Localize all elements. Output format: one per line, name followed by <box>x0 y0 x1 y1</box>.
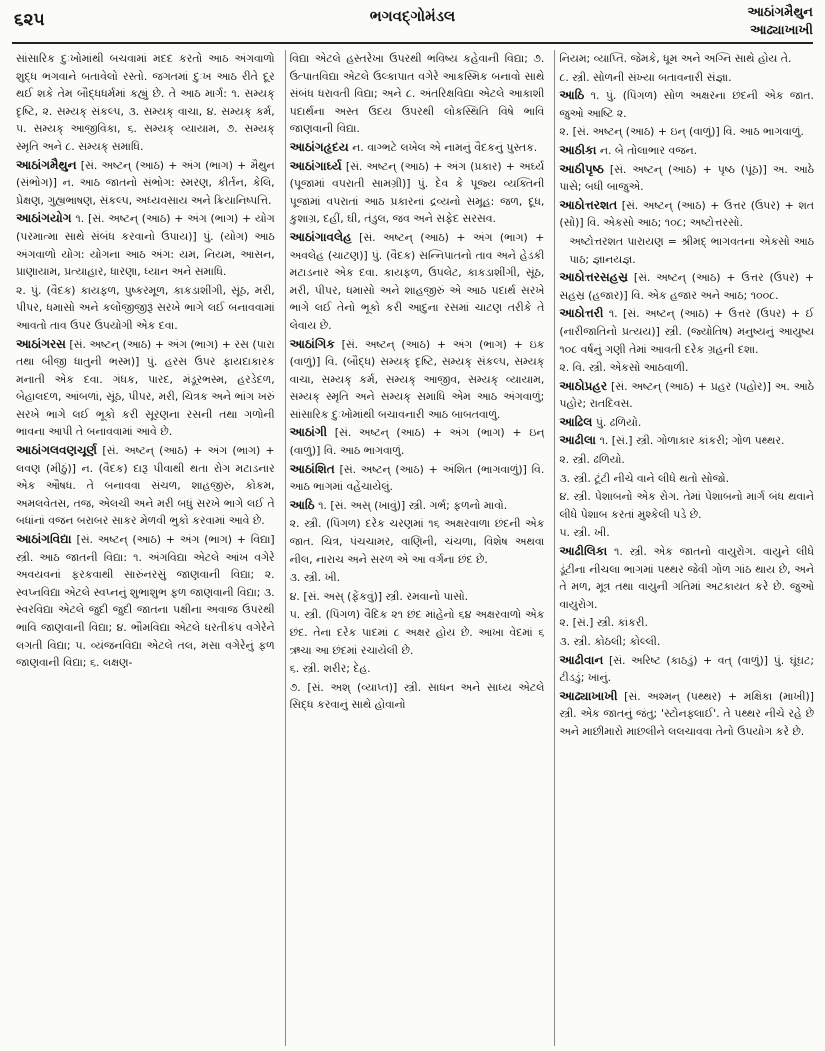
entry-text: ૭. [સં. અશ્ (વ્યાપ્ત)] સ્ત્રી. સાધન અને સાધ્ય એટલે સિદ્ધ કરવાનું સાથે હોવાનો <box>289 680 545 712</box>
dictionary-entry <box>559 524 814 542</box>
entry-text: [સં. અષ્ટન્ (આઠ) + અંગ (ભાગ) + ઇન્ (વાળું)] વિ. આઠ ભાગવાળું. <box>289 426 545 458</box>
entry-headword: આઠાંગી <box>289 425 328 440</box>
entry-headword: આઠોત્તરસહસ્ર <box>559 270 628 285</box>
entry-text: [સં. અષ્ટન્ (આઠ) + અંગ (ભાગ) + રસ (પારા તથા બીજી ધાતુની ભસ્મ)] પું. હરસ ઉપર ફાયદાકારક મનાતી એક દવા. ગંધક, પારદ, મંડૂરભસ્મ, હરડેદળ, બેહાલદળ, આંબળાં, સૂંઠ, પીપર, મરી, ચિત્રક અને ભાંગ ખરું સરખે ભાગે લઈ ભૂકો કરી સૂરણના રસની તથા ગળોની ભાવના આપી તે બનાવવામાં આવે છે. <box>16 337 275 439</box>
entry-headword: આઠાંશિત <box>289 461 335 476</box>
column-3 <box>554 50 814 1046</box>
entry-text: [સં. અષ્ટન્ (આઠ) + ઉત્તર (ઉપર) + શત (સો)] વિ. એકસો આઠ; ૧૦૮; અષ્ટોત્તરસો. <box>559 198 814 230</box>
text-columns <box>16 50 814 1046</box>
entry-headword: આઠીપૃષ્ઠ <box>559 161 604 176</box>
entry-text: ૧. [સં. અષ્ટન્ (આઠ) + ઉત્તર (ઉપર) + ઈ (નારીજાતિનો પ્રત્યય)] સ્ત્રી. (જ્યોતિષ) મનુષ્યનું આયુષ્ય ૧૦૮ વર્ષનું ગણી તેમાં આવતી દરેક ગ્રહની દશા. <box>559 307 814 356</box>
entry-text: ન. બે તોલાભાર વજન. <box>599 143 698 157</box>
entry-text: [સં. અષ્ટન્ (આઠ) + અંગ (ભાગ) + વિદ્યા] સ્ત્રી. આઠ જાતની વિદ્યા: ૧. અંગવિદ્યા એટલે આંખ વગેરે અવયવનાં ફરકવાથી સારુંનરસું જાણવાની વિદ્યા; ૨. સ્વપ્નવિદ્યા એટલે સ્વપ્નનું શુભાશુભ ફળ જાણવાની વિદ્યા; ૩. સ્વરવિદ્યા એટલે જુદી જુદી જાતના પક્ષીના અવાજ ઉપરથી ભાવિ જાણવાની વિદ્યા; ૪. ભૌમવિદ્યા એટલે ધરતીકંપ વગેરેને લગતી વિદ્યા; ૫. વ્યંજનવિદ્યા એટલે તલ, મસા વગેરેનું ફળ જાણવાની વિદ્યા; ૬. લક્ષણ- <box>16 533 275 670</box>
dictionary-entry <box>16 157 275 210</box>
dictionary-entry <box>16 50 275 156</box>
entry-text: સાંસારિક દુઃખોમાંથી બચવામાં મદદ કરતો આઠ અંગવાળો શુદ્ધ ભગવાને બતાવેલો રસ્તો. જગતમાં દુઃખ આઠ રીતે દૂર થઈ શકે તેમ બૌદ્ધધર્મમાં કહ્યું છે. તે આઠ માર્ગ: ૧. સમ્યક્ દૃષ્ટિ, ૨. સમ્યક્ સંકલ્પ, ૩. સમ્યક્ વાચા, ૪. સમ્યક્ કર્મ, ૫. સમ્યક્ આજીવિકા, ૬. સમ્યક્ વ્યાયામ, ૭. સમ્યક્ સ્મૃતિ અને ૮. સમ્યક્ સમાધિ. <box>16 52 275 153</box>
dictionary-entry <box>559 652 814 687</box>
entry-headword: આઢિલ <box>559 414 593 429</box>
entry-text: પું. ઢળિયો. <box>595 415 642 429</box>
dictionary-entry <box>559 488 814 523</box>
entry-headword: આઠોત્તરશત <box>559 197 618 212</box>
entry-headword: આઢીલિકા <box>559 544 608 559</box>
entry-headword: આઢીવાન <box>559 652 604 667</box>
dictionary-entry <box>559 305 814 358</box>
dictionary-entry <box>559 614 814 632</box>
entry-headword: આઠાંગાર્ઘ્ય <box>289 158 342 173</box>
dictionary-entry <box>559 432 814 450</box>
entry-text: ૬. સ્ત્રી. શરીર; દેહ. <box>289 662 371 676</box>
dictionary-entry <box>559 688 814 741</box>
entry-text: [સં. અષ્ટન્ (આઠ) + અંગ (ભાગ) + મૈથુન (સંભોગ)] ન. આઠ જાતનો સંભોગ: સ્મરણ, કીર્તન, કેલિ, પ્રેક્ષણ, ગુહ્યભાષણ, સંકલ્પ, અધ્યવસાય અને ક્રિયાનિષ્પત્તિ. <box>16 158 275 207</box>
entry-text: ૨. [સં. અષ્ટન્ (આઠ) + ઇન્ (વાળું)] વિ. આઠ ભાગવાળું. <box>559 125 804 139</box>
entry-text: ૪. સ્ત્રી. પેશાબનો એક રોગ. તેમાં પેશાબનો માર્ગ બંધ થવાને લીધે પેશાબ કરતાં મુશ્કેલી પડે છે. <box>559 490 814 521</box>
entry-text: [સં. અરિષ્ટ (કાઠડું) + વત્ (વાળું)] પું. ઘૂંઘટ; ટીડડું; ખાનું. <box>559 653 814 685</box>
dictionary-entry <box>290 497 545 515</box>
entry-text: ૩. સ્ત્રી. ટૂંટી નીચે વાને લીધે થતો સોજો. <box>559 471 730 485</box>
entry-text: ૮. સ્ત્રી. સોળની સંખ્યા બતાવનારી સંજ્ઞા. <box>559 70 732 84</box>
dictionary-entry <box>290 424 545 459</box>
entry-text: ૧. [સં. અષ્ટન્ (આઠ) + અંગ (ભાગ) + યોગ (પરમાત્મા સાથે સંબંધ કરવાનો ઉપાય)] પું. (યોગ) આઠ અંગવાળો યોગ: યોગના આઠ અંગ: યમ, નિયમ, આસન, પ્રાણાયામ, પ્રત્યાહાર, ધારણા, ધ્યાન અને સમાધિ. <box>16 212 275 279</box>
entry-text: [સં. અષ્ટન્ (આઠ) + અંગ (ભાગ) + લવણ (મીઠું)] ન. (વૈદક) દારૂ પીવાથી થતા રોગ મટાડનાર એક ઔષધ. તે બનાવવા સંચળ, શાહજીરું, કોકમ, અમલવેતસ, તજ, એલચી અને મરી બધું સરખે ભાગે લઈ તે બધાંનાં વજન બરાબર સાકર મેળવી ભુકો કરવામાં આવે છે. <box>16 444 275 528</box>
entry-text: ૨. વિ. સ્ત્રી. એકસો આઠવાળી. <box>559 361 689 375</box>
dictionary-entry <box>559 633 814 651</box>
dictionary-entry <box>559 69 814 87</box>
dictionary-entry <box>290 679 545 714</box>
dictionary-entry <box>290 606 545 659</box>
entry-text: ૨. પું. (વૈદક) કાયફળ, પુષ્કરમૂળ, કાકડાશીંગી, સૂંઠ, મરી, પીપર, ધમાસો અને કલોંજીજીરૂં સરખે ભાગે લઈ બનાવવામાં આવતો તાવ ઉપર ઉપયોગી એક દવા. <box>16 283 275 332</box>
entry-headword: આઠાંગલવણચૂર્ણ <box>16 443 98 458</box>
dictionary-entry <box>559 87 814 122</box>
dictionary-entry <box>16 210 275 280</box>
entry-text: [સં. અષ્ટન્ (આઠ) + અંગ (ભાગ) + ઇક (વાળું)] વિ. (બૌદ્ધ) સમ્યક્ દૃષ્ટિ, સમ્યક્ સંકલ્પ, સમ્યક્ વાચા, સમ્યક્ કર્મ, સમ્યક્ આજીવ, સમ્યક્ વ્યાયામ, સમ્યક્ સ્મૃતિ અને સમ્યક્ સમાધિ એમ આઠ અંગવાળું; સાંસારિક દુઃખોમાંથી બચાવનારી આઠ બાબતવાળું. <box>289 337 545 421</box>
entry-text: અષ્ટોત્તરશત પારાયણ = શ્રીમદ્ ભાગવતના એકસો આઠ પાઠ; જ્ઞાનયજ્ઞ. <box>569 234 814 266</box>
entry-headword: આઠિ <box>289 497 315 512</box>
dictionary-entry <box>290 336 545 424</box>
entry-headword: આઠાંગિક <box>289 336 335 351</box>
dictionary-entry <box>290 158 545 228</box>
dictionary-entry <box>290 660 545 678</box>
entry-headword: આઠોત્તરી <box>559 306 604 321</box>
entry-headword: આઠાંગરસ <box>16 336 66 351</box>
entry-text: ૪. [સં. અસ્ (ફેંકવું)] સ્ત્રી. રમવાનો પાસો. <box>289 589 469 603</box>
entry-text: [સં. અશ્મન્ (પથ્થર) + મક્ષિકા (માખી)] સ્ત્રી. એક જાતનું જંતુ; 'સ્ટોનફ્લાઈ'. તે પથ્થર નીચે રહે છે અને માછીમારો માછલીને લલચાવવા તેનો ઉપયોગ કરે છે. <box>559 689 814 738</box>
dictionary-entry <box>290 139 545 157</box>
dictionary-entry <box>559 451 814 469</box>
entry-headword: આઠાંગાવલેહ <box>289 229 352 244</box>
entry-text: ૨. [સં.] સ્ત્રી. કાંકરી. <box>559 616 648 630</box>
entry-headword: આઢ્યાખાખી <box>559 688 618 703</box>
entry-text: [સં. અષ્ટન્ (આઠ) + અંશિત (ભાગવાળું)] વિ. આઠ ભાગમાં વહેંચાયેલું. <box>289 462 545 494</box>
entry-text: ૧. [સં.] સ્ત્રી. ગોળાકાર કાંકરી; ગોળ પથ્થર. <box>599 434 785 448</box>
dictionary-entry <box>559 197 814 232</box>
column-1 <box>16 50 275 1046</box>
dictionary-entry <box>290 229 545 335</box>
page-header <box>0 0 825 44</box>
entry-text: ૩. સ્ત્રી. ખી. <box>289 571 341 585</box>
dictionary-entry <box>569 233 814 268</box>
dictionary-entry <box>290 588 545 606</box>
dictionary-entry <box>559 543 814 613</box>
entry-text: વિદ્યા એટલે હસ્તરેખા ઉપરથી ભવિષ્ય કહેવાની વિદ્યા; ૭. ઉત્પાતવિદ્યા એટલે ઉલ્કાપાત વગેરે આકસ્મિક બનાવો સાથે સંબંધ ધરાવતી વિદ્યા; અને ૮. અંતરિક્ષવિદ્યા એટલે આકાશી પદાર્થના અસ્ત ઉદય ઉપરથી લોકસ્થિતિ વિષે ભાવિ જાણવાની વિદ્યા. <box>289 52 545 136</box>
entry-headword: આઠોપ્રહર <box>559 378 608 393</box>
entry-text: ૨. સ્ત્રી. ઢળિયો. <box>559 453 625 467</box>
guide-words <box>747 4 813 40</box>
entry-text: [સં. અષ્ટન્ (આઠ) + અંગ (પ્રકાર) + અર્ઘ્ય (પૂજામાં વપરાતી સામગ્રી)] પું. દેવ કે પૂજ્ય વ્યક્તિની પૂજામાં વપરાતાં આઠ પ્રકારનાં દ્રવ્યનો સમૂહ: જળ, દૂધ, કુશાગ્ર, દહીં, ઘી, તંડુલ, જવ અને સફેદ સરસવ. <box>289 159 545 226</box>
dictionary-entry <box>16 282 275 335</box>
entry-headword: આઠાંગહૃદય <box>289 139 349 154</box>
dictionary-entry <box>16 531 275 672</box>
entry-text: ૧. સ્ત્રી. એક જાતનો વાયુરોગ. વાયુને લીધે ડૂંટીના નીચલા ભાગમાં પથ્થર જેવી ગોળ ગાંઠ થાય છે, અને તે મળ, મૂત્ર તથા વાયુની ગતિમાં અટકાયત કરે છે. જુઓ વાયુરોગ. <box>559 545 814 611</box>
entry-text: નિયમ; વ્યાપ્તિ. જેમકે, ધૂમ અને અગ્નિ સાથે હોય તે. <box>559 52 792 65</box>
entry-text: [સં. અષ્ટન્ (આઠ) + ઉત્તર (ઉપર) + સહસ્ર (હજાર)] વિ. એક હજાર અને આઠ; ૧૦૦૮. <box>559 271 814 302</box>
dictionary-entry <box>559 414 814 432</box>
dictionary-entry <box>290 569 545 587</box>
dictionary-entry <box>16 336 275 442</box>
entry-text: ૧. પું. (પિંગળ) સોળ અક્ષરના છંદની એક જાત. જુઓ આષ્ટિ ૨. <box>559 89 814 120</box>
dictionary-entry <box>559 142 814 160</box>
entry-text: ૩. સ્ત્રી. કોઠલી; કોલ્લી. <box>559 635 661 648</box>
guide-word-first: આઠાંગમૈથુન <box>747 5 813 20</box>
entry-text: ૨. સ્ત્રી. (પિંગળ) દરેક ચરણમાં ૧૬ અક્ષરવાળા છંદની એક જાત. ચિત્ર, પંચચામર, વાણિની, ચંચળા, વિશેષ અથવા નીલ, નારાચ અને સરળ એ આ વર્ગના છંદ છે. <box>289 517 545 566</box>
entry-text: [સં. અષ્ટન્ (આઠ) + પ્રહર (પહોર)] અ. આઠે પહોર; રાતદિવસ. <box>559 379 814 411</box>
header-rule <box>12 42 813 44</box>
dictionary-entry <box>290 461 545 496</box>
entry-text: ૧. [સં. અસ્ (ખાવું)] સ્ત્રી. ગર્ભ; ફળનો માવો. <box>318 498 508 512</box>
dictionary-entry <box>559 161 814 196</box>
page-number: ૬૨૫ <box>14 10 45 30</box>
dictionary-entry <box>559 50 814 68</box>
dictionary-entry <box>559 359 814 377</box>
guide-word-last: આઢ્યાખાખી <box>749 23 813 38</box>
entry-text: ૫. સ્ત્રી. (પિંગળ) વૈદિક ૨૧ છંદ માંહેનો ૬૪ અક્ષરવાળો એક છંદ. તેના દરેક પાદમાં ૮ અક્ષર હોય છે. આખા વેદમાં ૬ ઋચા આ છંદમાં રચાયેલી છે. <box>289 608 545 657</box>
dictionary-entry <box>559 378 814 413</box>
dictionary-entry <box>290 50 545 138</box>
entry-headword: આઠિ <box>559 88 585 103</box>
running-title: ભગવદ્ગોમંડલ <box>369 7 456 25</box>
entry-headword: આઠાંગયોગ <box>16 211 72 226</box>
entry-text: ૫. સ્ત્રી. ખી. <box>559 526 610 540</box>
entry-text: [સં. અષ્ટન્ (આઠ) + પૃષ્ઠ (પૂંઠ)] અ. આઠે પાસે; બધી બાજુએ. <box>559 162 814 194</box>
dictionary-entry <box>559 123 814 141</box>
entry-headword: આઠીકા <box>559 142 597 157</box>
entry-text: ન. વાગ્ભટે લખેલ એ નામનું વૈદકનું પુસ્તક. <box>352 140 538 154</box>
dictionary-entry <box>559 269 814 304</box>
dictionary-entry <box>559 470 814 488</box>
dictionary-entry <box>16 442 275 530</box>
entry-headword: આઠાંગમૈથુન <box>16 157 77 172</box>
column-2 <box>285 50 545 1046</box>
entry-text: [સં. અષ્ટન્ (આઠ) + અંગ (ભાગ) + અવલેહ (ચાટણ)] પું. (વૈદક) સન્નિપાતનો તાવ અને હેડકી મટાડનાર એક દવા. કાયફળ, ઉપલેટ, કાકડાશીંગી, સૂંઠ, મરી, પીપર, ધમાસો અને શાહજીરું એ આઠ પદાર્થ સરખે ભાગે લઈ તેનો ભૂકો કરી આદુના રસમાં ચાટણ તરીકે તે લેવાય છે. <box>289 230 545 332</box>
entry-headword: આઠાંગવિદ્યા <box>16 532 72 547</box>
dictionary-entry <box>290 515 545 568</box>
entry-headword: આઢીલા <box>559 433 597 448</box>
